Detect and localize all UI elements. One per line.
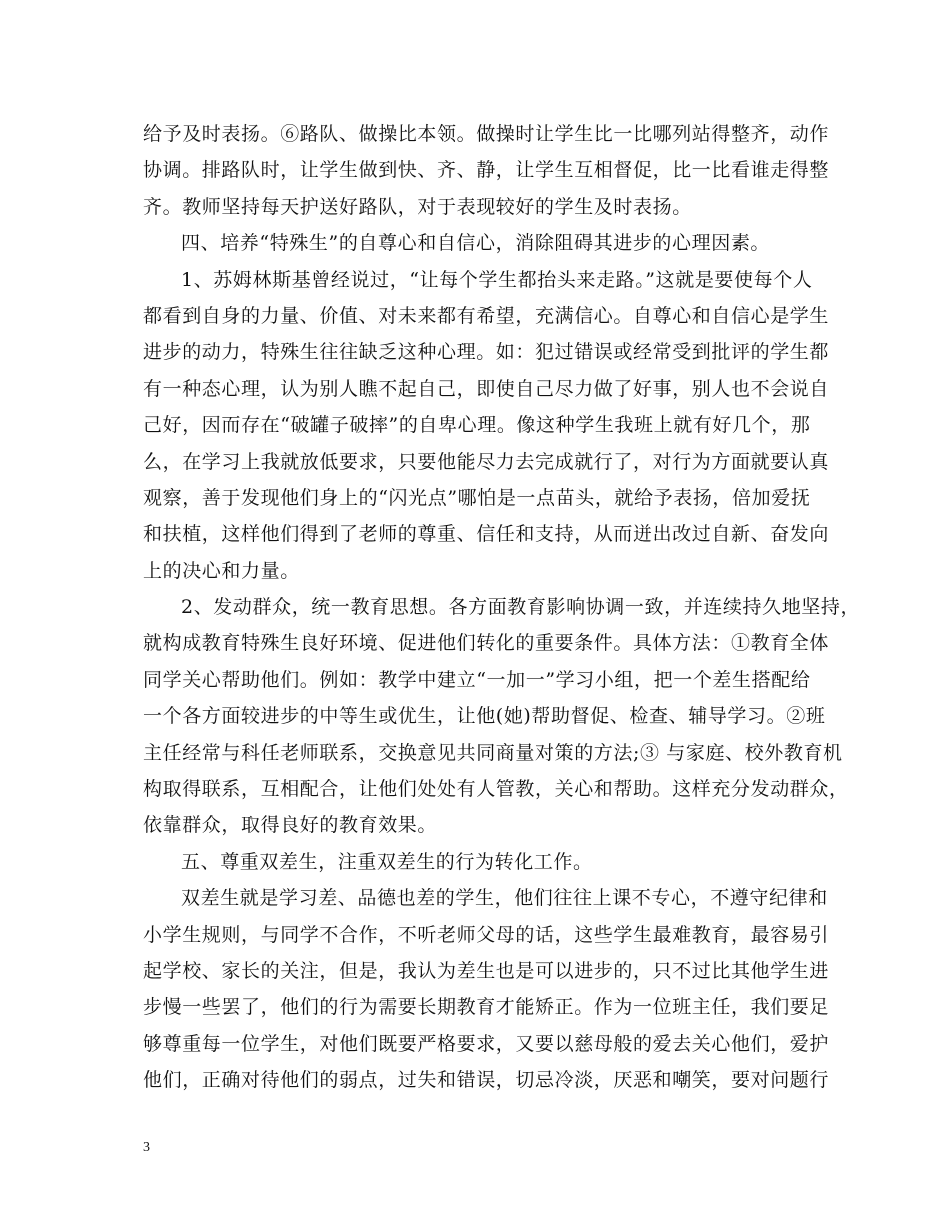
- text-line: 依靠群众，取得良好的教育效果。: [143, 814, 438, 837]
- text-line: 进步的动力，特殊生往往缺乏这种心理。如：犯过错误或经常受到批评的学生都: [143, 341, 830, 364]
- text-line: 都看到自身的力量、价值、对未来都有希望，充满信心。自尊心和自信心是学生: [143, 304, 830, 327]
- text-line: 就构成教育特殊生良好环境、促进他们转化的重要条件。具体方法：①教育全体: [143, 632, 830, 655]
- text-line: 够尊重每一位学生，对他们既要严格要求，又要以慈母般的爱去关心他们，爱护: [143, 1032, 830, 1055]
- text-line: 观察，善于发现他们身上的“闪光点”哪怕是一点苗头，就给予表扬，倍加爱抚: [143, 486, 811, 509]
- text-line: 齐。教师坚持每天护送好路队，对于表现较好的学生及时表扬。: [143, 195, 692, 218]
- text-line: 同学关心帮助他们。例如：教学中建立“一加一”学习小组，把一个差生搭配给: [143, 668, 811, 691]
- text-line: 2、发动群众，统一教育思想。各方面教育影响协调一致，并连续持久地坚持，: [181, 596, 861, 619]
- text-line: 己好，因而存在“破罐子破摔”的自卑心理。像这种学生我班上就有好几个，那: [143, 414, 811, 437]
- text-line: 给予及时表扬。⑥路队、做操比本领。做操时让学生比一比哪列站得整齐，动作: [143, 123, 830, 145]
- text-line: 小学生规则，与同学不合作，不听老师父母的话，这些学生最难教育，最容易引: [143, 923, 830, 946]
- text-line: 和扶植，这样他们得到了老师的尊重、信任和支持，从而迸出改过自新、奋发向: [143, 523, 830, 546]
- text-line: 上的决心和力量。: [143, 559, 300, 582]
- text-line: 么，在学习上我就放低要求，只要他能尽力去完成就行了，对行为方面就要认真: [143, 450, 830, 473]
- text-line: 他们，正确对待他们的弱点，过失和错误，切忌冷淡，厌恶和嘲笑，要对问题行: [143, 1069, 830, 1092]
- page-number: 3: [143, 1140, 150, 1155]
- section-heading: 四、培养“特殊生”的自尊心和自信心，消除阻碍其进步的心理因素。: [181, 232, 771, 255]
- text-line: 协调。排路队时，让学生做到快、齐、静，让学生互相督促，比一比看谁走得整: [143, 159, 830, 182]
- section-heading: 五、尊重双差生，注重双差生的行为转化工作。: [181, 850, 593, 873]
- text-line: 1、苏姆林斯基曾经说过，“让每个学生都抬头来走路。”这就是要使每个人: [181, 268, 813, 291]
- text-line: 起学校、家长的关注，但是，我认为差生也是可以进步的，只不过比其他学生进: [143, 959, 830, 982]
- text-line: 有一种态心理，认为别人瞧不起自己，即使自己尽力做了好事，别人也不会说自: [143, 377, 830, 400]
- text-line: 一个各方面较进步的中等生或优生，让他(她)帮助督促、检查、辅导学习。②班: [143, 705, 826, 728]
- body-text: [143, 116, 861, 1099]
- text-line: 双差生就是学习差、品德也差的学生，他们往往上课不专心，不遵守纪律和: [181, 887, 828, 910]
- text-line: 主任经常与科任老师联系，交换意见共同商量对策的方法;③ 与家庭、校外教育机: [143, 741, 843, 764]
- text-line: 步慢一些罢了，他们的行为需要长期教育才能矫正。作为一位班主任，我们要足: [143, 996, 830, 1019]
- text-line: 构取得联系，互相配合，让他们处处有人管教，关心和帮助。这样充分发动群众，: [143, 778, 849, 801]
